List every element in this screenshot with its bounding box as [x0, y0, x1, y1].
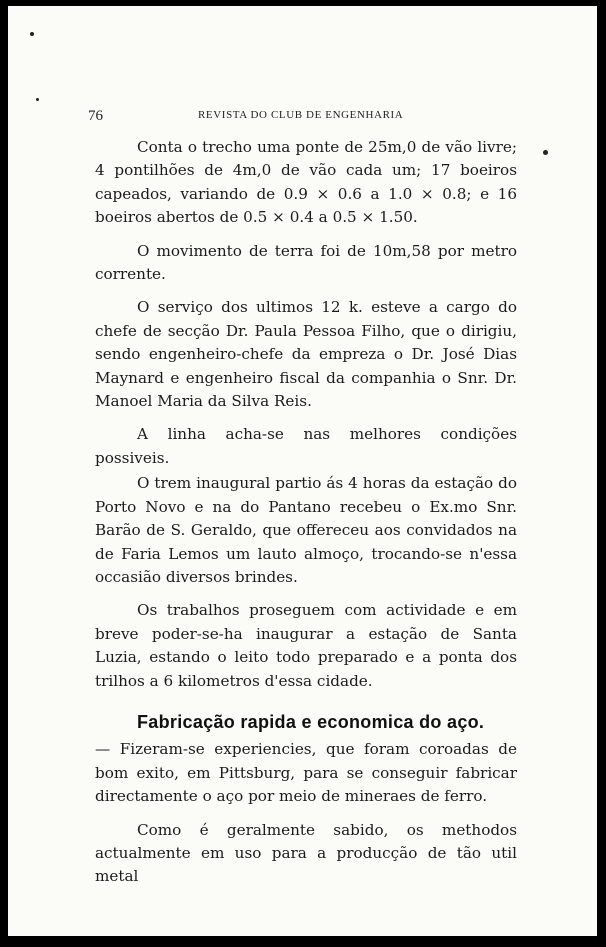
ink-speck	[36, 98, 39, 101]
paragraph: — Fizeram-se experiencies, que foram coroadas de bom exito, em Pittsburg, para se conseguir fabricar directamente o aço por meio de mineraes de ferro.	[95, 740, 517, 806]
page-number: 76	[88, 108, 103, 124]
running-title: REVISTA DO CLUB DE ENGENHARIA	[198, 109, 404, 121]
paragraph: Conta o trecho uma ponte de 25m,0 de vão livre; 4 pontilhões de 4m,0 de vão cada um; 17 boeiros capeados, variando de 0.9 × 0.6 a 1.0 × 0.8; e 16 boeiros abertos de 0.5 × 0.4 a 0.5 × 1.50.	[95, 138, 517, 227]
paragraph: O serviço dos ultimos 12 k. esteve a cargo do chefe de secção Dr. Paula Pessoa Filho, que o dirigiu, sendo engenheiro-chefe da empreza o Dr. José Dias Maynard e engenheiro fiscal da companhia o Snr. Dr. Manoel Maria da Silva Reis.	[95, 298, 517, 411]
paragraph: Os trabalhos proseguem com actividade e em breve poder-se-ha inaugurar a estação de Santa Luzia, estando o leito todo preparado e a ponta dos trilhos a 6 kilometros d'essa cidade.	[95, 601, 517, 690]
book-page	[8, 6, 597, 936]
paragraph: A linha acha-se nas melhores condições possiveis.	[95, 425, 517, 467]
paragraph: O trem inaugural partio ás 4 horas da estação do Porto Novo e na do Pantano recebeu o Ex.mo Snr. Barão de S. Geraldo, que offereceu aos convidados na de Faria Lemos um lauto almoço, trocando-se n'essa occasião diversos brindes.	[95, 474, 517, 586]
ink-speck	[543, 150, 548, 155]
article-body	[95, 136, 517, 899]
page-header	[8, 106, 597, 126]
section-heading: Fabricação rapida e economica do aço.	[137, 711, 485, 732]
ink-speck	[30, 32, 34, 36]
paragraph: Como é geralmente sabido, os methodos actualmente em uso para a producção de tão util metal	[95, 820, 517, 886]
paragraph: O movimento de terra foi de 10m,58 por metro corrente.	[95, 241, 517, 284]
